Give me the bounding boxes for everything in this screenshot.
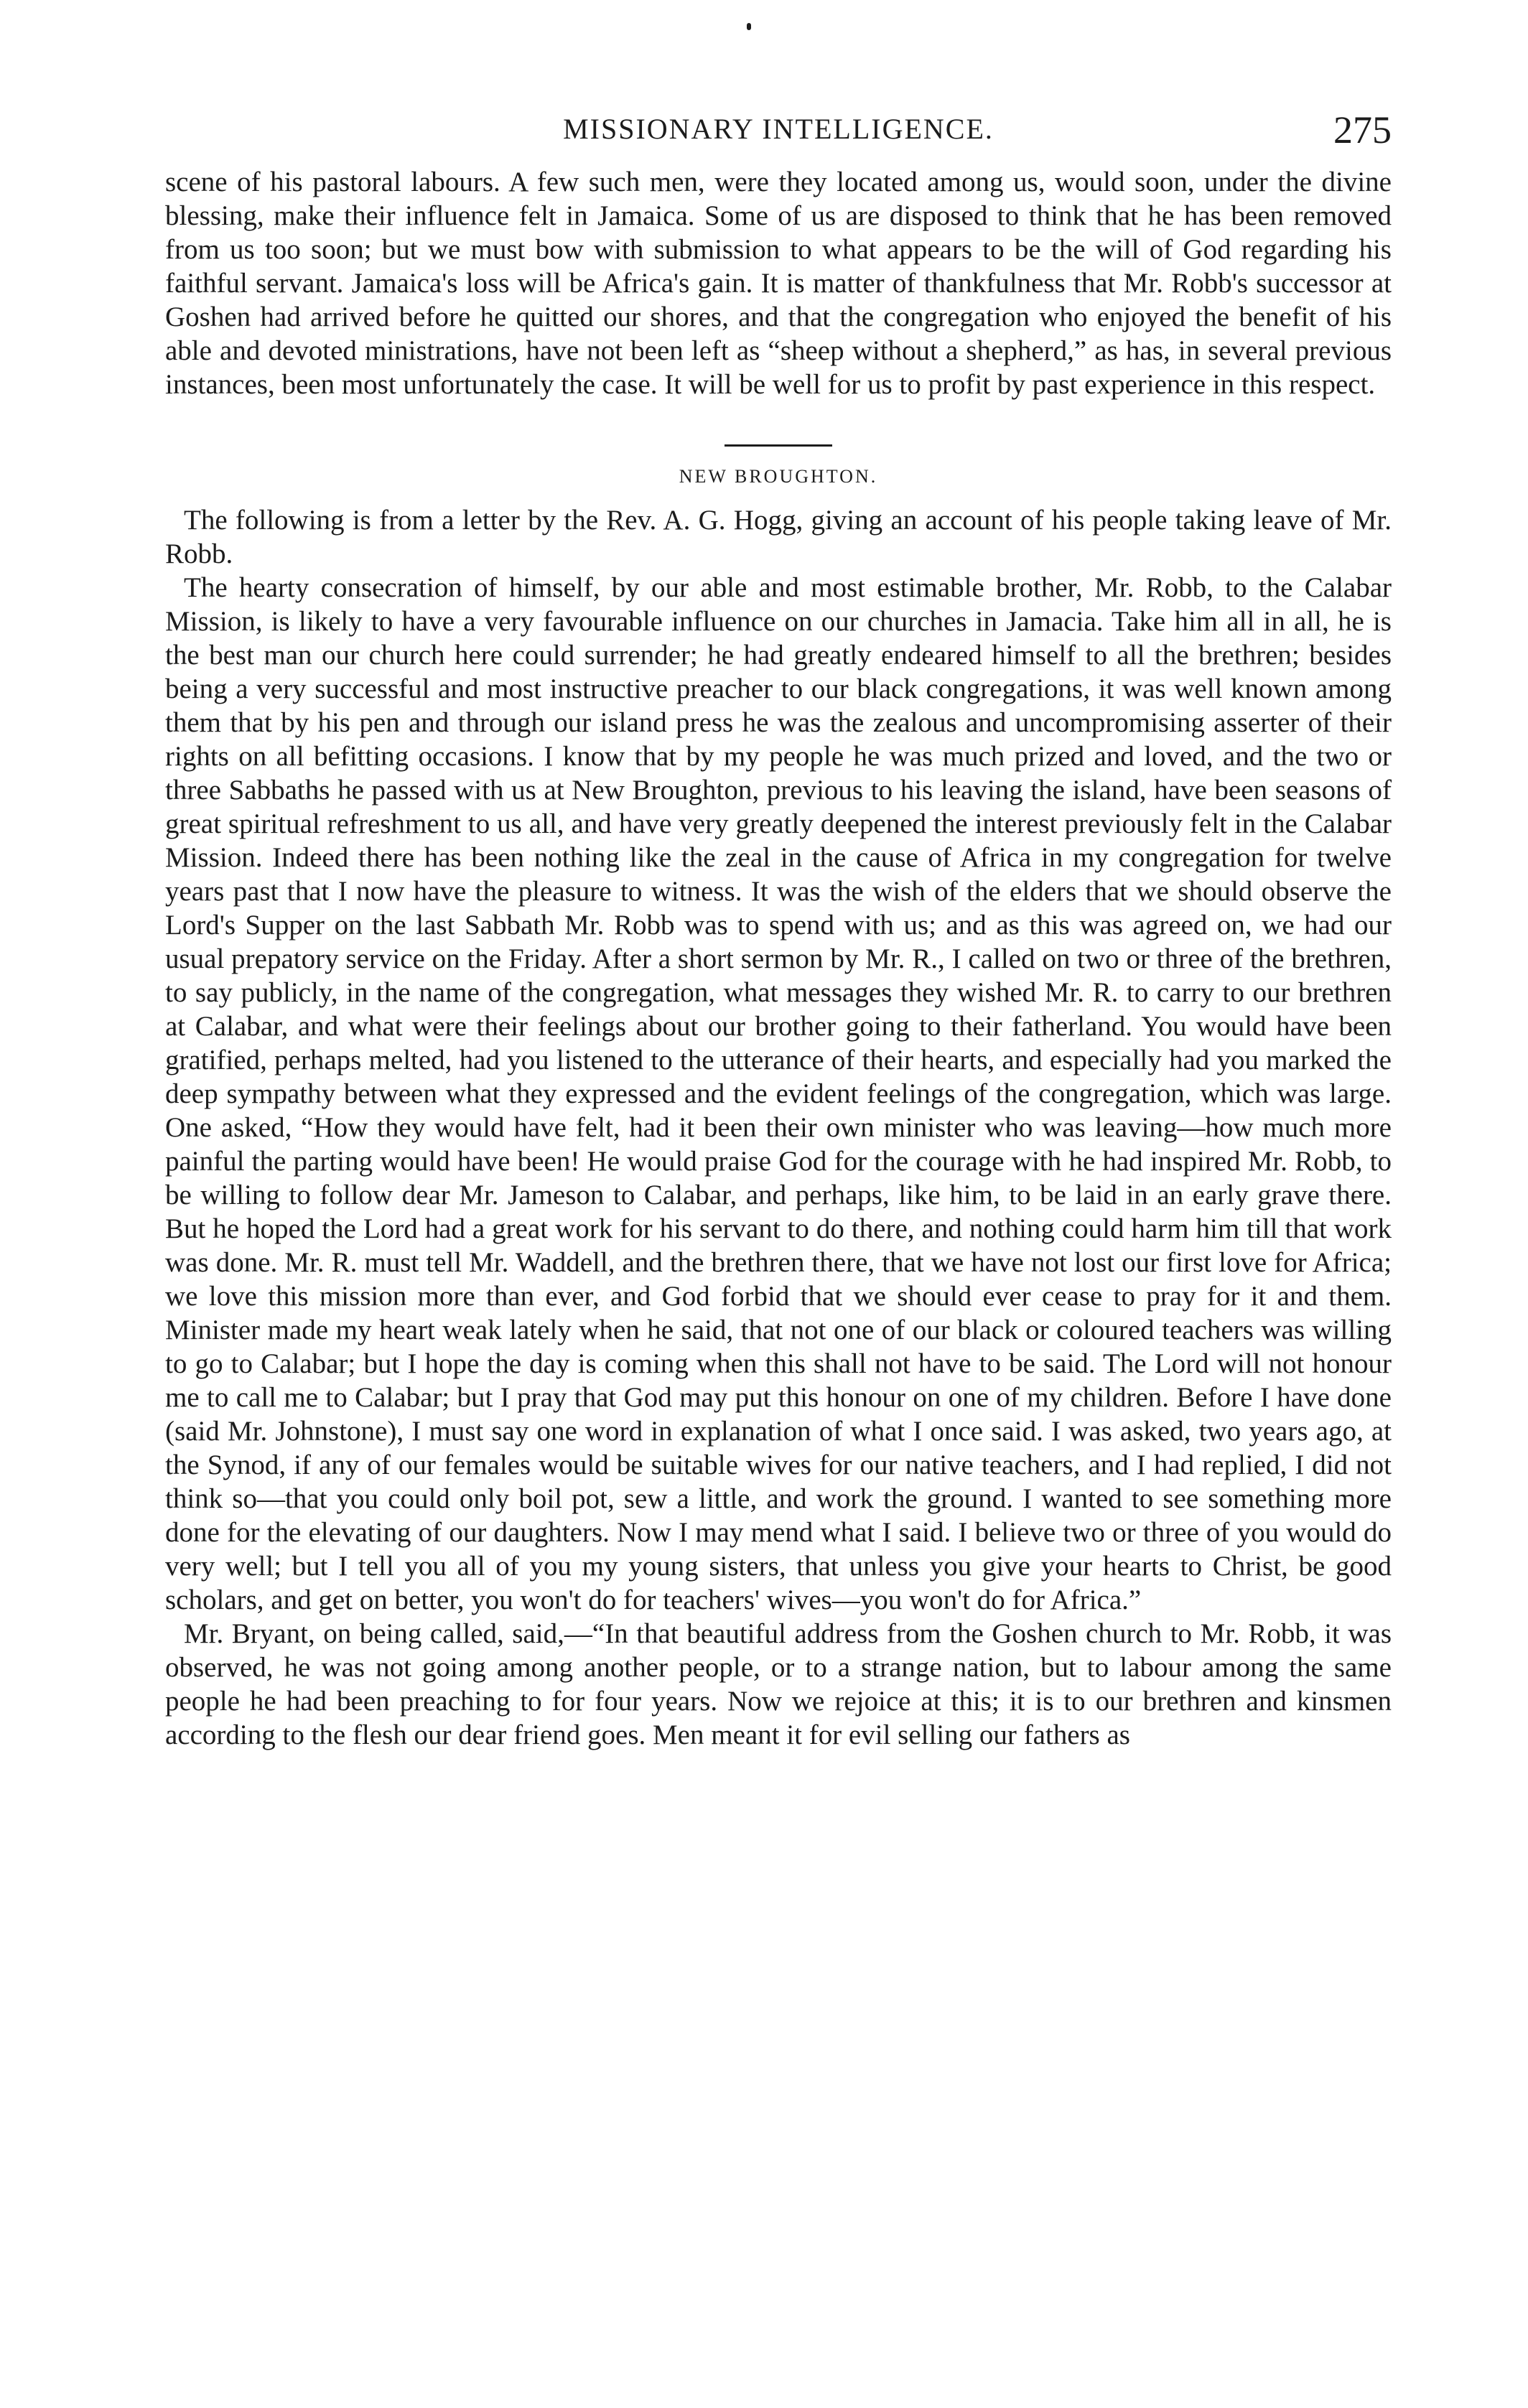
section-heading: NEW BROUGHTON.: [679, 466, 878, 487]
running-head: [165, 108, 1392, 165]
paragraph: The hearty consecration of himself, by our able and most estimable brother, Mr. Robb, to the Calabar Mission, is likely to have a very favourable influence on our churches in Jamacia. Take him all in all, he is the best man our church here could surrender; he had greatly endeared himself to all the brethren; besides being a very successful and most instructive preacher to our black congregations, it was well known among them that by his pen and through our island press he was the zealous and uncompromising asserter of their rights on all befitting occasions. I know that by my people he was much prized and loved, and the two or three Sabbaths he passed with us at New Broughton, previous to his leaving the island, have been seasons of great spiritual refreshment to us all, and have very greatly deepened the interest previously felt in the Calabar Mission. Indeed there has been nothing like the zeal in the cause of Africa in my congregation for twelve years past that I now have the pleasure to witness. It was the wish of the elders that we should observe the Lord's Supper on the last Sabbath Mr. Robb was to spend with us; and as this was agreed on, we had our usual prepatory service on the Friday. After a short sermon by Mr. R., I called on two or three of the brethren, to say publicly, in the name of the congregation, what messages they wished Mr. R. to carry to our brethren at Calabar, and what were their feelings about our brother going to their fatherland. You would have been gratified, perhaps melted, had you listened to the utterance of their hearts, and especially had you marked the deep sympathy between what they expressed and the evident feelings of the congregation, which was large. One asked, “How they would have felt, had it been their own minister who was leaving—how much more painful the parting would have been! He would praise God for the courage with he had inspired Mr. Robb, to be willing to follow dear Mr. Jameson to Calabar, and perhaps, like him, to be laid in an early grave there. But he hoped the Lord had a great work for his servant to do there, and nothing could harm him till that work was done. Mr. R. must tell Mr. Waddell, and the brethren there, that we have not lost our first love for Africa; we love this mission more than ever, and God forbid that we should ever cease to pray for it and them. Minister made my heart weak lately when he said, that not one of our black or coloured teachers was willing to go to Calabar; but I hope the day is coming when this shall not have to be said. The Lord will not honour me to call me to Calabar; but I pray that God may put this honour on one of my children. Before I have done (said Mr. Johnstone), I must say one word in explanation of what I once said. I was asked, two years ago, at the Synod, if any of our females would be suitable wives for our native teachers, and I had replied, I did not think so—that you could only boil pot, sew a little, and work the ground. I wanted to see something more done for the elevating of our daughters. Now I may mend what I said. I believe two or three of you would do very well; but I tell you all of you my young sisters, that unless you give your hearts to Christ, be good scholars, and get on better, you won't do for teachers' wives—you won't do for Africa.”: [165, 572, 1392, 1615]
paragraph: The following is from a letter by the Rev. A. G. Hogg, giving an account of his people taking leave of Mr. Robb.: [165, 505, 1392, 569]
page-number: 275: [1333, 108, 1392, 151]
continued-paragraph: scene of his pastoral labours. A few such men, were they located among us, would soon, under the divine blessing, make their influence felt in Jamaica. Some of us are disposed to think that he has been removed from us too soon; but we must bow with submission to what appears to be the will of God regarding his faithful servant. Jamaica's loss will be Africa's gain. It is matter of thankfulness that Mr. Robb's successor at Goshen had arrived before he quitted our shores, and that the congregation who enjoyed the benefit of his able and devoted ministrations, have not been left as “sheep without a shepherd,” as has, in several previous instances, been most unfortunately the case. It will be well for us to profit by past experience in this respect.: [165, 167, 1392, 400]
running-title: MISSIONARY INTELLIGENCE.: [563, 113, 994, 145]
paragraph: Mr. Bryant, on being called, said,—“In that beautiful address from the Goshen church to Mr. Robb, it was observed, he was not going among another people, or to a strange nation, but to labour among the same people he had been preaching to for four years. Now we rejoice at this; it is to our brethren and kinsmen according to the flesh our dear friend goes. Men meant it for evil selling our fathers as: [165, 1618, 1392, 1750]
body-text: [165, 165, 1392, 1752]
section-divider: [725, 444, 832, 447]
ink-speck: [747, 23, 751, 30]
printed-page: [165, 108, 1392, 1752]
